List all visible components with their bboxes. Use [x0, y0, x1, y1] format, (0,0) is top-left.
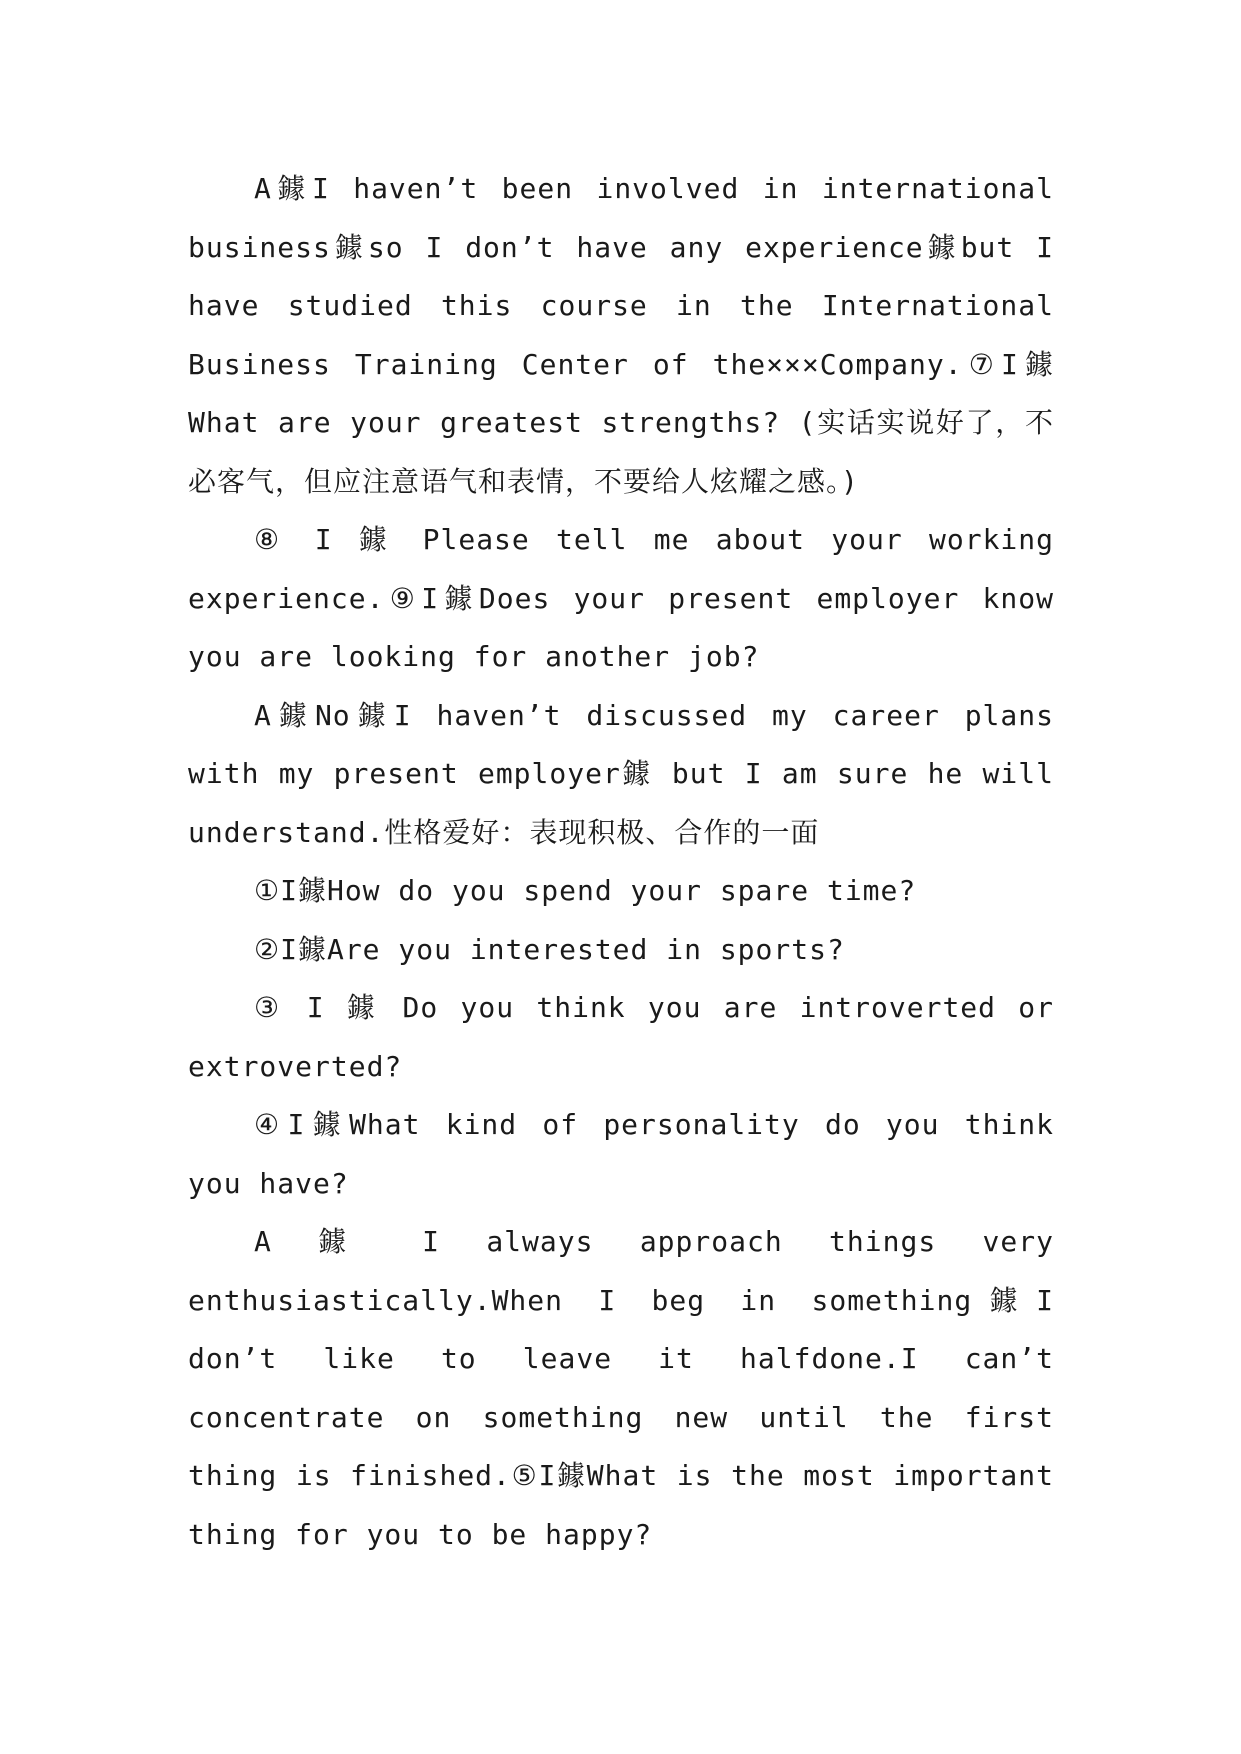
- paragraph: A鐻I haven’t been involved in international business鐻so I don’t have any experience鐻but I have studied this course in the International Business Training Center of the×××Company.⑦I鐻What are your greatest strengths? (实话实说好了，不必客气，但应注意语气和表情，不要给人炫耀之感。): [188, 172, 1054, 498]
- paragraph: ②I鐻Are you interested in sports?: [254, 932, 845, 966]
- paragraph: ⑧ I 鐻 Please tell me about your working experience.⑨I鐻Does your present employer know you are looking for another job?: [188, 523, 1054, 673]
- paragraph: ③ I 鐻 Do you think you are introverted or extroverted?: [188, 991, 1054, 1083]
- paragraph: A鐻No鐻I haven’t discussed my career plans with my present employer鐻 but I am sure he will understand.性格爱好：表现积极、合作的一面: [188, 698, 1054, 849]
- paragraph: ①I鐻How do you spend your spare time?: [254, 874, 917, 907]
- paragraph: A 鐻 I always approach things very enthusiastically.When I beg in something鐻I don’t like to leave it halfdone.I can’t concentrate on something new until the first thing is finished.⑤I鐻What is the most important thing for you to be happy?: [188, 1225, 1054, 1551]
- paragraph: ④I鐻What kind of personality do you think you have?: [188, 1108, 1054, 1200]
- document-body: [188, 160, 1054, 1564]
